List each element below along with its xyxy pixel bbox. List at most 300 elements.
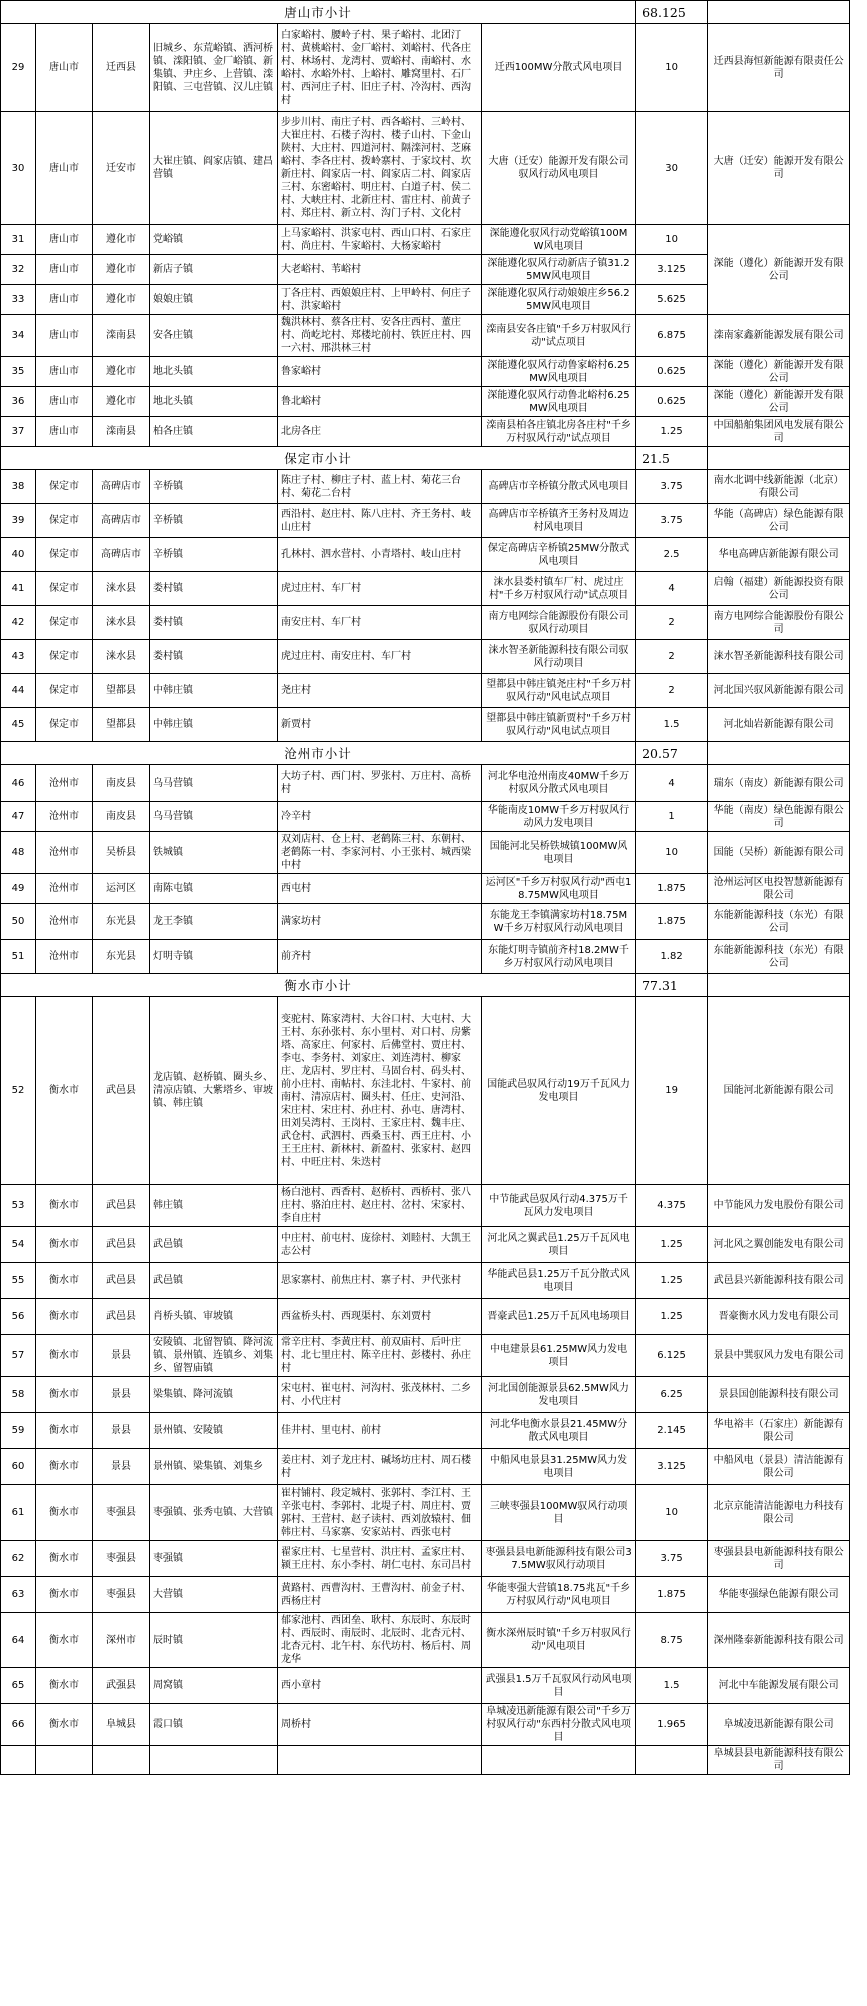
project-cell: 枣强县县电新能源科技有限公司37.5MW驭风行动项目 bbox=[482, 1541, 636, 1577]
villages-cell: 中庄村、前屯村、庞徐村、刘睦村、大凯王志公村 bbox=[278, 1227, 482, 1263]
project-cell: 河北华电衡水景县21.45MW分散式风电项目 bbox=[482, 1413, 636, 1449]
row-number: 51 bbox=[1, 940, 36, 974]
company-cell: 南水北调中线新能源（北京）有限公司 bbox=[708, 470, 850, 504]
subtotal-value: 68.125 bbox=[636, 1, 708, 24]
project-cell: 高碑店市辛桥镇齐王务村及周边村风电项目 bbox=[482, 504, 636, 538]
towns-cell: 枣强镇、张秀屯镇、大营镇 bbox=[150, 1485, 278, 1541]
county-cell: 涞水县 bbox=[93, 606, 150, 640]
towns-cell: 辰时镇 bbox=[150, 1613, 278, 1668]
table-row bbox=[1, 357, 850, 387]
company-cell: 中国船舶集团风电发展有限公司 bbox=[708, 417, 850, 447]
capacity-cell: 1.965 bbox=[636, 1704, 708, 1746]
city-cell: 衡水市 bbox=[36, 1613, 93, 1668]
city-cell: 衡水市 bbox=[36, 1541, 93, 1577]
table-row bbox=[1, 1577, 850, 1613]
villages-cell: 西沿村、赵庄村、陈八庄村、齐王务村、岐山庄村 bbox=[278, 504, 482, 538]
project-cell: 中电建景县61.25MW风力发电项目 bbox=[482, 1335, 636, 1377]
subtotal-value: 21.5 bbox=[636, 447, 708, 470]
capacity-cell: 1.25 bbox=[636, 417, 708, 447]
capacity-cell: 8.75 bbox=[636, 1613, 708, 1668]
table-row bbox=[1, 24, 850, 112]
project-cell: 河北风之翼武邑1.25万千瓦风电项目 bbox=[482, 1227, 636, 1263]
county-cell: 深州市 bbox=[93, 1613, 150, 1668]
city-cell: 唐山市 bbox=[36, 417, 93, 447]
row-number: 29 bbox=[1, 24, 36, 112]
company-cell: 瑞东（南皮）新能源有限公司 bbox=[708, 765, 850, 802]
capacity-cell: 30 bbox=[636, 112, 708, 225]
city-cell: 衡水市 bbox=[36, 997, 93, 1185]
towns-cell: 龙王李镇 bbox=[150, 904, 278, 940]
city-cell: 衡水市 bbox=[36, 1668, 93, 1704]
project-cell: 运河区"千乡万村驭风行动"西屯18.75MW风电项目 bbox=[482, 874, 636, 904]
towns-cell: 乌马营镇 bbox=[150, 802, 278, 832]
row-number: 40 bbox=[1, 538, 36, 572]
city-cell: 衡水市 bbox=[36, 1577, 93, 1613]
towns-cell: 霞口镇 bbox=[150, 1704, 278, 1746]
county-cell: 武邑县 bbox=[93, 1185, 150, 1227]
project-cell: 三峡枣强县100MW驭风行动项目 bbox=[482, 1485, 636, 1541]
county-cell: 遵化市 bbox=[93, 225, 150, 255]
project-cell: 大唐（迁安）能源开发有限公司驭风行动风电项目 bbox=[482, 112, 636, 225]
county-cell: 武邑县 bbox=[93, 997, 150, 1185]
city-cell: 保定市 bbox=[36, 470, 93, 504]
villages-cell: 宋屯村、崔屯村、河沟村、张茂林村、二乡村、小代庄村 bbox=[278, 1377, 482, 1413]
city-cell: 沧州市 bbox=[36, 874, 93, 904]
table-row bbox=[1, 504, 850, 538]
capacity-cell: 2.145 bbox=[636, 1413, 708, 1449]
subtotal-title: 唐山市小计 bbox=[1, 1, 636, 24]
company-cell: 华能枣强绿色能源有限公司 bbox=[708, 1577, 850, 1613]
towns-cell: 柏各庄镇 bbox=[150, 417, 278, 447]
capacity-cell: 10 bbox=[636, 225, 708, 255]
towns-cell: 中韩庄镇 bbox=[150, 708, 278, 742]
row-number: 66 bbox=[1, 1704, 36, 1746]
capacity-cell: 1 bbox=[636, 802, 708, 832]
company-cell: 大唐（迁安）能源开发有限公司 bbox=[708, 112, 850, 225]
project-cell: 河北国创能源景县62.5MW风力发电项目 bbox=[482, 1377, 636, 1413]
project-cell: 保定高碑店辛桥镇25MW分散式风电项目 bbox=[482, 538, 636, 572]
towns-cell: 铁城镇 bbox=[150, 832, 278, 874]
row-number: 45 bbox=[1, 708, 36, 742]
city-cell: 沧州市 bbox=[36, 832, 93, 874]
villages-cell: 常辛庄村、李黄庄村、前双庙村、后叶庄村、北七里庄村、陈辛庄村、彭楼村、孙庄村 bbox=[278, 1335, 482, 1377]
capacity-cell: 19 bbox=[636, 997, 708, 1185]
capacity-cell: 6.875 bbox=[636, 315, 708, 357]
capacity-cell: 5.625 bbox=[636, 285, 708, 315]
villages-cell: 鲁家峪村 bbox=[278, 357, 482, 387]
city-cell: 唐山市 bbox=[36, 357, 93, 387]
company-cell: 华电裕丰（石家庄）新能源有限公司 bbox=[708, 1413, 850, 1449]
villages-cell: 西小章村 bbox=[278, 1668, 482, 1704]
county-cell: 遵化市 bbox=[93, 285, 150, 315]
row-number: 44 bbox=[1, 674, 36, 708]
capacity-cell: 10 bbox=[636, 832, 708, 874]
county-cell: 景县 bbox=[93, 1413, 150, 1449]
villages-cell: 思家寨村、前焦庄村、寨子村、尹代张村 bbox=[278, 1263, 482, 1299]
company-cell: 枣强县县电新能源科技有限公司 bbox=[708, 1541, 850, 1577]
city-cell: 衡水市 bbox=[36, 1227, 93, 1263]
capacity-cell: 2.5 bbox=[636, 538, 708, 572]
project-cell: 华能枣强大营镇18.75兆瓦"千乡万村驭风行动"风电项目 bbox=[482, 1577, 636, 1613]
villages-cell: 大老峪村、苇峪村 bbox=[278, 255, 482, 285]
row-number: 31 bbox=[1, 225, 36, 255]
row-number: 56 bbox=[1, 1299, 36, 1335]
company-cell: 东能新能源科技（东光）有限公司 bbox=[708, 940, 850, 974]
towns-cell: 梁集镇、降河流镇 bbox=[150, 1377, 278, 1413]
county-cell: 望都县 bbox=[93, 708, 150, 742]
subtotal-blank bbox=[708, 742, 850, 765]
villages-cell: 大坊子村、西门村、罗张村、万庄村、高桥村 bbox=[278, 765, 482, 802]
company-cell: 景县中巽驭风力发电有限公司 bbox=[708, 1335, 850, 1377]
city-cell: 保定市 bbox=[36, 674, 93, 708]
city-cell: 衡水市 bbox=[36, 1704, 93, 1746]
capacity-cell: 3.75 bbox=[636, 504, 708, 538]
table-row bbox=[1, 1704, 850, 1746]
table-row bbox=[1, 572, 850, 606]
county-cell: 阜城县 bbox=[93, 1704, 150, 1746]
table-row bbox=[1, 904, 850, 940]
table-row bbox=[1, 940, 850, 974]
company-cell: 启翰（福建）新能源投资有限公司 bbox=[708, 572, 850, 606]
county-cell: 运河区 bbox=[93, 874, 150, 904]
company-cell: 北京京能清洁能源电力科技有限公司 bbox=[708, 1485, 850, 1541]
row-number: 41 bbox=[1, 572, 36, 606]
towns-cell: 辛桥镇 bbox=[150, 504, 278, 538]
county-cell: 武邑县 bbox=[93, 1227, 150, 1263]
capacity-cell: 3.125 bbox=[636, 255, 708, 285]
capacity-cell: 0.625 bbox=[636, 357, 708, 387]
table-row bbox=[1, 997, 850, 1185]
towns-cell: 韩庄镇 bbox=[150, 1185, 278, 1227]
county-cell: 遵化市 bbox=[93, 387, 150, 417]
row-number: 59 bbox=[1, 1413, 36, 1449]
city-cell: 保定市 bbox=[36, 572, 93, 606]
county-cell: 枣强县 bbox=[93, 1485, 150, 1541]
villages-cell: 变驼村、陈家湾村、大谷口村、大屯村、大王村、东孙张村、东小里村、对口村、房紫塔、高家庄、何家村、后佛堂村、贾庄村、李屯、李务村、刘家庄、刘连湾村、柳家庄、龙店村、罗庄村、马固台村、码头村、前小庄村、南帖村、东洼北村、牛家村、前南村、清凉店村、圈头村、任庄、史河沿、宋庄村、宋庄村、孙庄村、孙屯、唐湾村、田刘吴湾村、王岗村、王家庄村、魏丰庄、武仓村、武泗村、西桑玉村、西王庄村、小王王庄村、新林村、新盈村、张家村、赵四村、中旺庄村、朱迭村 bbox=[278, 997, 482, 1185]
company-cell: 景县国创能源科技有限公司 bbox=[708, 1377, 850, 1413]
capacity-cell: 4.375 bbox=[636, 1185, 708, 1227]
row-number: 32 bbox=[1, 255, 36, 285]
table-body bbox=[1, 1, 850, 1775]
table-row bbox=[1, 470, 850, 504]
project-cell: 东能灯明寺镇前齐村18.2MW千乡万村驭风行动风电项目 bbox=[482, 940, 636, 974]
capacity-cell: 1.82 bbox=[636, 940, 708, 974]
county-cell: 高碑店市 bbox=[93, 538, 150, 572]
county-cell: 南皮县 bbox=[93, 765, 150, 802]
county-cell: 涞水县 bbox=[93, 572, 150, 606]
subtotal-title: 衡水市小计 bbox=[1, 974, 636, 997]
county-cell: 武邑县 bbox=[93, 1299, 150, 1335]
towns-cell: 娄村镇 bbox=[150, 640, 278, 674]
county-cell: 涞水县 bbox=[93, 640, 150, 674]
county-cell: 遵化市 bbox=[93, 255, 150, 285]
subtotal-blank bbox=[708, 1, 850, 24]
capacity-cell: 2 bbox=[636, 606, 708, 640]
row-number: 54 bbox=[1, 1227, 36, 1263]
villages-cell: 前齐村 bbox=[278, 940, 482, 974]
towns-cell: 武邑镇 bbox=[150, 1227, 278, 1263]
towns-cell: 周窝镇 bbox=[150, 1668, 278, 1704]
capacity-cell: 2 bbox=[636, 674, 708, 708]
partial-row bbox=[1, 1746, 850, 1775]
project-cell: 中节能武邑驭风行动4.375万千瓦风力发电项目 bbox=[482, 1185, 636, 1227]
county-cell: 迁西县 bbox=[93, 24, 150, 112]
subtotal-value: 77.31 bbox=[636, 974, 708, 997]
capacity-cell: 1.25 bbox=[636, 1227, 708, 1263]
city-cell: 唐山市 bbox=[36, 387, 93, 417]
company-cell: 东能新能源科技（东光）有限公司 bbox=[708, 904, 850, 940]
row-number: 48 bbox=[1, 832, 36, 874]
towns-cell: 龙店镇、赵桥镇、圈头乡、清凉店镇、大紫塔乡、审坡镇、韩庄镇 bbox=[150, 997, 278, 1185]
villages-cell: 南安庄村、车厂村 bbox=[278, 606, 482, 640]
subtotal-row bbox=[1, 1, 850, 24]
villages-cell: 丁各庄村、西娘娘庄村、上甲岭村、何庄子村、洪家峪村 bbox=[278, 285, 482, 315]
project-cell: 阜城凌迅新能源有限公司"千乡万村驭风行动"东西村分散式风电项目 bbox=[482, 1704, 636, 1746]
city-cell: 衡水市 bbox=[36, 1263, 93, 1299]
capacity-cell: 1.5 bbox=[636, 708, 708, 742]
project-cell: 武强县1.5万千瓦驭风行动风电项目 bbox=[482, 1668, 636, 1704]
towns-cell: 枣强镇 bbox=[150, 1541, 278, 1577]
city-cell: 沧州市 bbox=[36, 802, 93, 832]
company-cell: 南方电网综合能源股份有限公司 bbox=[708, 606, 850, 640]
county-cell: 景县 bbox=[93, 1377, 150, 1413]
city-cell: 衡水市 bbox=[36, 1413, 93, 1449]
company-cell: 华能（高碑店）绿色能源有限公司 bbox=[708, 504, 850, 538]
capacity-cell: 3.75 bbox=[636, 1541, 708, 1577]
table-row bbox=[1, 874, 850, 904]
capacity-cell: 1.25 bbox=[636, 1299, 708, 1335]
villages-cell: 冷辛村 bbox=[278, 802, 482, 832]
project-cell: 晋豪武邑1.25万千瓦风电场项目 bbox=[482, 1299, 636, 1335]
villages-cell: 步步川村、南庄子村、西各峪村、三岭村、大崔庄村、石楼子沟村、楼子山村、下金山陕村、大庄村、四道河村、隔滦河村、芝麻峪村、李各庄村、拨岭寨村、于家坟村、坎新庄村、阎家店一村、阎家店二村、阎家店三村、东密峪村、明庄村、白道子村、侯二村、大峡庄村、北新庄村、雷庄村、前黄子村、郑庄村、新立村、沟门子村、文化村 bbox=[278, 112, 482, 225]
row-number: 37 bbox=[1, 417, 36, 447]
city-cell: 衡水市 bbox=[36, 1299, 93, 1335]
towns-cell: 大崔庄镇、阎家店镇、建昌营镇 bbox=[150, 112, 278, 225]
company-cell: 河北灿岩新能源有限公司 bbox=[708, 708, 850, 742]
row-number: 57 bbox=[1, 1335, 36, 1377]
city-cell: 沧州市 bbox=[36, 940, 93, 974]
table-row bbox=[1, 1541, 850, 1577]
towns-cell: 地北头镇 bbox=[150, 357, 278, 387]
table-row bbox=[1, 225, 850, 255]
table-row bbox=[1, 1449, 850, 1485]
project-cell: 涞水县娄村镇车厂村、虎过庄村"千乡万村驭风行动"试点项目 bbox=[482, 572, 636, 606]
capacity-cell: 3.75 bbox=[636, 470, 708, 504]
towns-cell: 武邑镇 bbox=[150, 1263, 278, 1299]
row-number: 53 bbox=[1, 1185, 36, 1227]
table-row bbox=[1, 315, 850, 357]
capacity-cell: 2 bbox=[636, 640, 708, 674]
table-row bbox=[1, 1413, 850, 1449]
capacity-cell: 1.875 bbox=[636, 1577, 708, 1613]
towns-cell: 娘娘庄镇 bbox=[150, 285, 278, 315]
capacity-cell: 10 bbox=[636, 1485, 708, 1541]
row-number: 33 bbox=[1, 285, 36, 315]
capacity-cell: 6.125 bbox=[636, 1335, 708, 1377]
row-number: 63 bbox=[1, 1577, 36, 1613]
company-cell: 涞水智圣新能源科技有限公司 bbox=[708, 640, 850, 674]
county-cell: 遵化市 bbox=[93, 357, 150, 387]
villages-cell: 西盆桥头村、西现渠村、东刘贾村 bbox=[278, 1299, 482, 1335]
villages-cell: 虎过庄村、南安庄村、车厂村 bbox=[278, 640, 482, 674]
capacity-cell: 6.25 bbox=[636, 1377, 708, 1413]
project-cell: 南方电网综合能源股份有限公司驭风行动项目 bbox=[482, 606, 636, 640]
county-cell: 滦南县 bbox=[93, 315, 150, 357]
table-row bbox=[1, 708, 850, 742]
county-cell: 武强县 bbox=[93, 1668, 150, 1704]
villages-cell: 虎过庄村、车厂村 bbox=[278, 572, 482, 606]
county-cell: 景县 bbox=[93, 1449, 150, 1485]
county-cell: 枣强县 bbox=[93, 1541, 150, 1577]
table-row bbox=[1, 802, 850, 832]
capacity-cell: 1.5 bbox=[636, 1668, 708, 1704]
city-cell: 保定市 bbox=[36, 504, 93, 538]
row-number: 65 bbox=[1, 1668, 36, 1704]
table-row bbox=[1, 1185, 850, 1227]
towns-cell: 安各庄镇 bbox=[150, 315, 278, 357]
capacity-cell: 3.125 bbox=[636, 1449, 708, 1485]
county-cell: 枣强县 bbox=[93, 1577, 150, 1613]
row-number: 49 bbox=[1, 874, 36, 904]
table-row bbox=[1, 640, 850, 674]
project-cell: 中船风电景县31.25MW风力发电项目 bbox=[482, 1449, 636, 1485]
company-cell: 河北风之翼创能发电有限公司 bbox=[708, 1227, 850, 1263]
company-cell: 武邑县兴新能源科技有限公司 bbox=[708, 1263, 850, 1299]
county-cell: 东光县 bbox=[93, 940, 150, 974]
project-cell: 国能武邑驭风行动19万千瓦风力发电项目 bbox=[482, 997, 636, 1185]
villages-cell: 白家峪村、腰岭子村、果子峪村、北团汀村、黄桃峪村、金厂峪村、刘峪村、代各庄村、林场村、龙湾村、贾峪村、南峪村、水峪村、水峪外村、上峪村、雕窝里村、石厂村、西河庄子村、旧庄子村、冷沟村、西沟村 bbox=[278, 24, 482, 112]
villages-cell: 西屯村 bbox=[278, 874, 482, 904]
company-cell: 阜城凌迅新能源有限公司 bbox=[708, 1704, 850, 1746]
city-cell: 保定市 bbox=[36, 708, 93, 742]
villages-cell: 孔林村、泗水营村、小青塔村、岐山庄村 bbox=[278, 538, 482, 572]
city-cell: 沧州市 bbox=[36, 904, 93, 940]
villages-cell: 北房各庄 bbox=[278, 417, 482, 447]
project-cell: 衡水深州辰时镇"千乡万村驭风行动"风电项目 bbox=[482, 1613, 636, 1668]
county-cell: 南皮县 bbox=[93, 802, 150, 832]
subtotal-row bbox=[1, 447, 850, 470]
row-number: 50 bbox=[1, 904, 36, 940]
company-cell: 中节能风力发电股份有限公司 bbox=[708, 1185, 850, 1227]
capacity-cell: 4 bbox=[636, 572, 708, 606]
row-number: 38 bbox=[1, 470, 36, 504]
table-row bbox=[1, 387, 850, 417]
villages-cell: 崔村铺村、段定城村、张郭村、李江村、王辛张屯村、李郭村、北堤子村、周庄村、贾郭村、王营村、赵子读村、西刘放辕村、佃韩庄村、马家寨、安家站村、西张屯村 bbox=[278, 1485, 482, 1541]
towns-cell: 中韩庄镇 bbox=[150, 674, 278, 708]
company-cell: 深能（遵化）新能源开发有限公司 bbox=[708, 387, 850, 417]
city-cell: 保定市 bbox=[36, 538, 93, 572]
row-number: 58 bbox=[1, 1377, 36, 1413]
villages-cell: 姜庄村、刘子龙庄村、碱场坊庄村、周石楼村 bbox=[278, 1449, 482, 1485]
table-row bbox=[1, 674, 850, 708]
villages-cell: 翟家庄村、七星营村、洪庄村、孟家庄村、颍王庄村、东小李村、胡仁屯村、东司吕村 bbox=[278, 1541, 482, 1577]
county-cell: 高碑店市 bbox=[93, 470, 150, 504]
city-cell: 衡水市 bbox=[36, 1185, 93, 1227]
table-row bbox=[1, 112, 850, 225]
city-cell: 保定市 bbox=[36, 640, 93, 674]
table-row bbox=[1, 1263, 850, 1299]
row-number: 61 bbox=[1, 1485, 36, 1541]
row-number: 42 bbox=[1, 606, 36, 640]
city-cell: 唐山市 bbox=[36, 225, 93, 255]
project-cell: 望都县中韩庄镇新贾村"千乡万村驭风行动"风电试点项目 bbox=[482, 708, 636, 742]
towns-cell: 党峪镇 bbox=[150, 225, 278, 255]
project-cell: 涞水智圣新能源科技有限公司驭风行动项目 bbox=[482, 640, 636, 674]
company-cell: 深州隆泰新能源科技有限公司 bbox=[708, 1613, 850, 1668]
project-cell: 滦南县柏各庄镇北房各庄村"千乡万村驭风行动"试点项目 bbox=[482, 417, 636, 447]
project-cell: 华能南皮10MW千乡万村驭风行动风力发电项目 bbox=[482, 802, 636, 832]
subtotal-title: 保定市小计 bbox=[1, 447, 636, 470]
table-row bbox=[1, 1335, 850, 1377]
company-cell: 河北国兴驭风新能源有限公司 bbox=[708, 674, 850, 708]
county-cell: 武邑县 bbox=[93, 1263, 150, 1299]
towns-cell: 地北头镇 bbox=[150, 387, 278, 417]
company-cell: 滦南家鑫新能源发展有限公司 bbox=[708, 315, 850, 357]
city-cell: 唐山市 bbox=[36, 112, 93, 225]
towns-cell: 肖桥头镇、审坡镇 bbox=[150, 1299, 278, 1335]
subtotal-blank bbox=[708, 974, 850, 997]
table-row bbox=[1, 1227, 850, 1263]
county-cell: 高碑店市 bbox=[93, 504, 150, 538]
towns-cell: 娄村镇 bbox=[150, 606, 278, 640]
company-cell: 华电高碑店新能源有限公司 bbox=[708, 538, 850, 572]
towns-cell: 辛桥镇 bbox=[150, 470, 278, 504]
subtotal-row bbox=[1, 742, 850, 765]
row-number: 55 bbox=[1, 1263, 36, 1299]
table-row bbox=[1, 606, 850, 640]
towns-cell: 景州镇、安陵镇 bbox=[150, 1413, 278, 1449]
towns-cell: 旧城乡、东荒峪镇、洒河桥镇、滦阳镇、金厂峪镇、新集镇、尹庄乡、上营镇、滦阳镇、三屯营镇、汉儿庄镇 bbox=[150, 24, 278, 112]
city-cell: 唐山市 bbox=[36, 24, 93, 112]
partial-company-cell: 阜城县县电新能源科技有限公司 bbox=[708, 1746, 850, 1775]
towns-cell: 南陈屯镇 bbox=[150, 874, 278, 904]
project-cell: 东能龙王李镇满家坊村18.75MW千乡万村驭风行动风电项目 bbox=[482, 904, 636, 940]
row-number: 64 bbox=[1, 1613, 36, 1668]
villages-cell: 佳井村、里屯村、前村 bbox=[278, 1413, 482, 1449]
project-cell: 望都县中韩庄镇尧庄村"千乡万村驭风行动"风电试点项目 bbox=[482, 674, 636, 708]
villages-cell: 魏洪林村、蔡各庄村、安各庄西村、董庄村、尚屹坨村、郑楼坨前村、铁匠庄村、四一六村、邢洪林三村 bbox=[278, 315, 482, 357]
villages-cell: 上马家峪村、洪家屯村、西山口村、石家庄村、尚庄村、牛家峪村、大杨家峪村 bbox=[278, 225, 482, 255]
company-cell: 国能河北新能源有限公司 bbox=[708, 997, 850, 1185]
company-cell: 中船风电（景县）清洁能源有限公司 bbox=[708, 1449, 850, 1485]
row-number: 35 bbox=[1, 357, 36, 387]
villages-cell: 鲁北峪村 bbox=[278, 387, 482, 417]
villages-cell: 杨白池村、西香村、赵桥村、西桥村、张八庄村、骆泊庄村、赵庄村、岔村、宋家村、李自庄村 bbox=[278, 1185, 482, 1227]
table-row bbox=[1, 765, 850, 802]
villages-cell: 新贾村 bbox=[278, 708, 482, 742]
table-row bbox=[1, 538, 850, 572]
towns-cell: 景州镇、梁集镇、刘集乡 bbox=[150, 1449, 278, 1485]
villages-cell: 黄路村、西曹沟村、王曹沟村、前金子村、西杨庄村 bbox=[278, 1577, 482, 1613]
company-cell: 深能（遵化）新能源开发有限公司 bbox=[708, 225, 850, 315]
company-cell: 河北中车能源发展有限公司 bbox=[708, 1668, 850, 1704]
project-cell: 迁西100MW分散式风电项目 bbox=[482, 24, 636, 112]
capacity-cell: 0.625 bbox=[636, 387, 708, 417]
city-cell: 沧州市 bbox=[36, 765, 93, 802]
capacity-cell: 10 bbox=[636, 24, 708, 112]
company-cell: 沧州运河区电投智慧新能源有限公司 bbox=[708, 874, 850, 904]
row-number: 36 bbox=[1, 387, 36, 417]
county-cell: 滦南县 bbox=[93, 417, 150, 447]
towns-cell: 乌马营镇 bbox=[150, 765, 278, 802]
villages-cell: 周桥村 bbox=[278, 1704, 482, 1746]
city-cell: 唐山市 bbox=[36, 315, 93, 357]
project-cell: 深能遵化驭风行动党峪镇100MW风电项目 bbox=[482, 225, 636, 255]
row-number: 62 bbox=[1, 1541, 36, 1577]
project-cell: 河北华电沧州南皮40MW千乡万村驭风分散式风电项目 bbox=[482, 765, 636, 802]
table-row bbox=[1, 1668, 850, 1704]
city-cell: 衡水市 bbox=[36, 1377, 93, 1413]
